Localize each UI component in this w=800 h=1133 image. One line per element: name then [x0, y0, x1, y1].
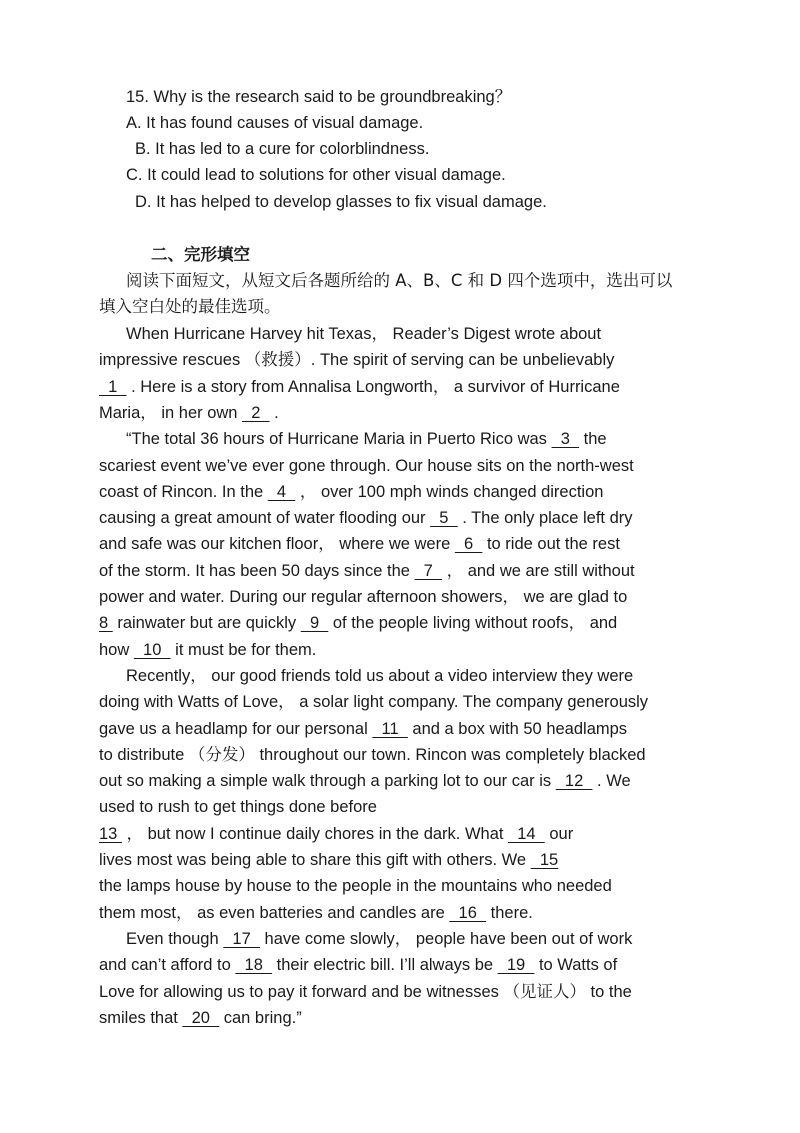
passage-text: Recently， our good friends told us about a video interview they were — [126, 666, 634, 685]
passage-text: Maria， in her own — [99, 403, 243, 422]
passage-line — [99, 350, 614, 370]
passage-text: their electric bill. I’ll always be — [272, 956, 498, 975]
passage-line — [99, 561, 635, 581]
option-b: B. It has led to a cure for colorblindness. — [135, 140, 430, 158]
passage-text: . The only place left dry — [457, 509, 633, 528]
passage-text: there. — [486, 903, 533, 922]
passage-line — [99, 824, 573, 844]
instruction-line: 填入空白处的最佳选项。 — [99, 297, 281, 316]
passage-text: gave us a headlamp for our personal — [99, 719, 373, 738]
passage-line — [126, 429, 607, 449]
passage-line — [99, 482, 603, 502]
passage-line — [99, 613, 617, 633]
blank-number: 11 — [372, 719, 408, 738]
blank-number: 17 — [223, 929, 260, 948]
passage-text: have come slowly， people have been out of work — [259, 929, 633, 948]
passage-line — [99, 640, 316, 660]
passage-text: them most， as even batteries and candles are — [99, 903, 450, 922]
option-a: A. It has found causes of visual damage. — [126, 114, 424, 132]
passage-text: of the people living without roofs， and — [328, 614, 618, 633]
passage-line — [99, 797, 377, 817]
passage-text: Even though — [126, 929, 224, 948]
passage-line — [99, 850, 558, 870]
passage-text: smiles that — [99, 1008, 183, 1027]
passage-text: ， and we are still without — [442, 561, 635, 580]
instruction-line: 阅读下面短文，从短文后各题所给的 A、B、C 和 D 四个选项中，选出可以 — [126, 271, 673, 290]
blank-number: 18 — [235, 956, 273, 975]
passage-text: . — [269, 403, 279, 422]
passage-text: . Here is a story from Annalisa Longworth， a survivor of Hurricane — [126, 377, 620, 396]
passage-line — [99, 771, 631, 791]
passage-line — [126, 929, 632, 949]
blank-number: 13 — [99, 824, 122, 843]
blank-number: 20 — [182, 1008, 220, 1027]
passage-text: ， but now I continue daily chores in the dark. What — [121, 824, 509, 843]
passage-text: and a box with 50 headlamps — [407, 719, 628, 738]
passage-text: impressive rescues （救援）. The spirit of serving can be unbelievably — [99, 351, 615, 370]
passage-text: causing a great amount of water flooding our — [99, 509, 431, 528]
passage-text: the — [579, 430, 607, 449]
passage-text: rainwater but are quickly — [112, 614, 301, 633]
passage-text: the lamps house by house to the people in the mountains who needed — [99, 877, 612, 896]
passage-text: scariest event we’ve ever gone through. Our house sits on the north-west — [99, 456, 634, 475]
passage-text: to ride out the rest — [482, 535, 620, 554]
passage-text: “The total 36 hours of Hurricane Maria in Puerto Rico was — [126, 430, 552, 449]
blank-number: 15 — [530, 851, 559, 869]
passage-line — [99, 982, 632, 1002]
passage-line — [99, 903, 533, 923]
section-heading: 二、完形填空 — [151, 245, 250, 264]
blank-number: 8 — [99, 614, 113, 633]
passage-text: coast of Rincon. In the — [99, 482, 268, 501]
passage-line — [99, 534, 620, 554]
blank-number: 7 — [414, 561, 443, 580]
passage-text: used to rush to get things done before — [99, 798, 377, 817]
passage-text: can bring.” — [219, 1008, 302, 1027]
blank-number: 12 — [555, 772, 593, 791]
passage-text: of the storm. It has been 50 days since the — [99, 561, 415, 580]
passage-line — [99, 1008, 302, 1028]
blank-number: 1 — [99, 377, 127, 396]
passage-text: and safe was our kitchen floor， where we were — [99, 535, 455, 554]
blank-number: 19 — [497, 956, 535, 975]
passage-text: power and water. During our regular afternoon showers， we are glad to — [99, 588, 628, 606]
passage-text: ， over 100 mph winds changed direction — [295, 482, 604, 501]
passage-line — [99, 508, 633, 528]
passage-text: out so making a simple walk through a parking lot to our car is — [99, 772, 556, 791]
passage-line — [99, 377, 620, 397]
question-stem: 15. Why is the research said to be groundbreaking？ — [126, 88, 512, 106]
blank-number: 4 — [267, 482, 296, 501]
passage-text: . We — [592, 772, 631, 791]
passage-text: Love for allowing us to pay it forward and be witnesses （见证人） to the — [99, 982, 632, 1001]
passage-text: it must be for them. — [170, 640, 317, 659]
blank-number: 5 — [430, 509, 458, 528]
passage-text: to distribute （分发） throughout our town. Rincon was completely blacked — [99, 745, 646, 764]
blank-number: 16 — [449, 903, 487, 922]
passage-line — [99, 955, 617, 975]
passage-text: lives most was being able to share this gift with others. We — [99, 851, 531, 869]
blank-number: 10 — [133, 640, 171, 659]
passage-line — [126, 666, 633, 686]
passage-line — [126, 324, 601, 344]
passage-text: When Hurricane Harvey hit Texas， Reader’s Digest wrote about — [126, 325, 602, 343]
blank-number: 6 — [454, 535, 483, 554]
option-d: D. It has helped to develop glasses to fix visual damage. — [135, 193, 547, 211]
passage-line — [99, 745, 646, 765]
passage-text: to Watts of — [534, 956, 618, 975]
passage-text: how — [99, 640, 134, 659]
passage-line — [99, 403, 279, 423]
passage-line — [99, 719, 627, 739]
passage-text: doing with Watts of Love， a solar light company. The company generously — [99, 693, 649, 712]
blank-number: 2 — [242, 403, 270, 422]
blank-number: 14 — [508, 824, 545, 843]
blank-number: 3 — [551, 430, 580, 449]
blank-number: 9 — [300, 614, 329, 633]
passage-text: and can’t afford to — [99, 956, 236, 975]
passage-text: our — [544, 824, 574, 843]
passage-line — [99, 692, 648, 712]
passage-line — [99, 456, 634, 476]
option-c: C. It could lead to solutions for other visual damage. — [126, 166, 506, 184]
passage-line — [99, 587, 627, 607]
passage-line — [99, 876, 612, 896]
